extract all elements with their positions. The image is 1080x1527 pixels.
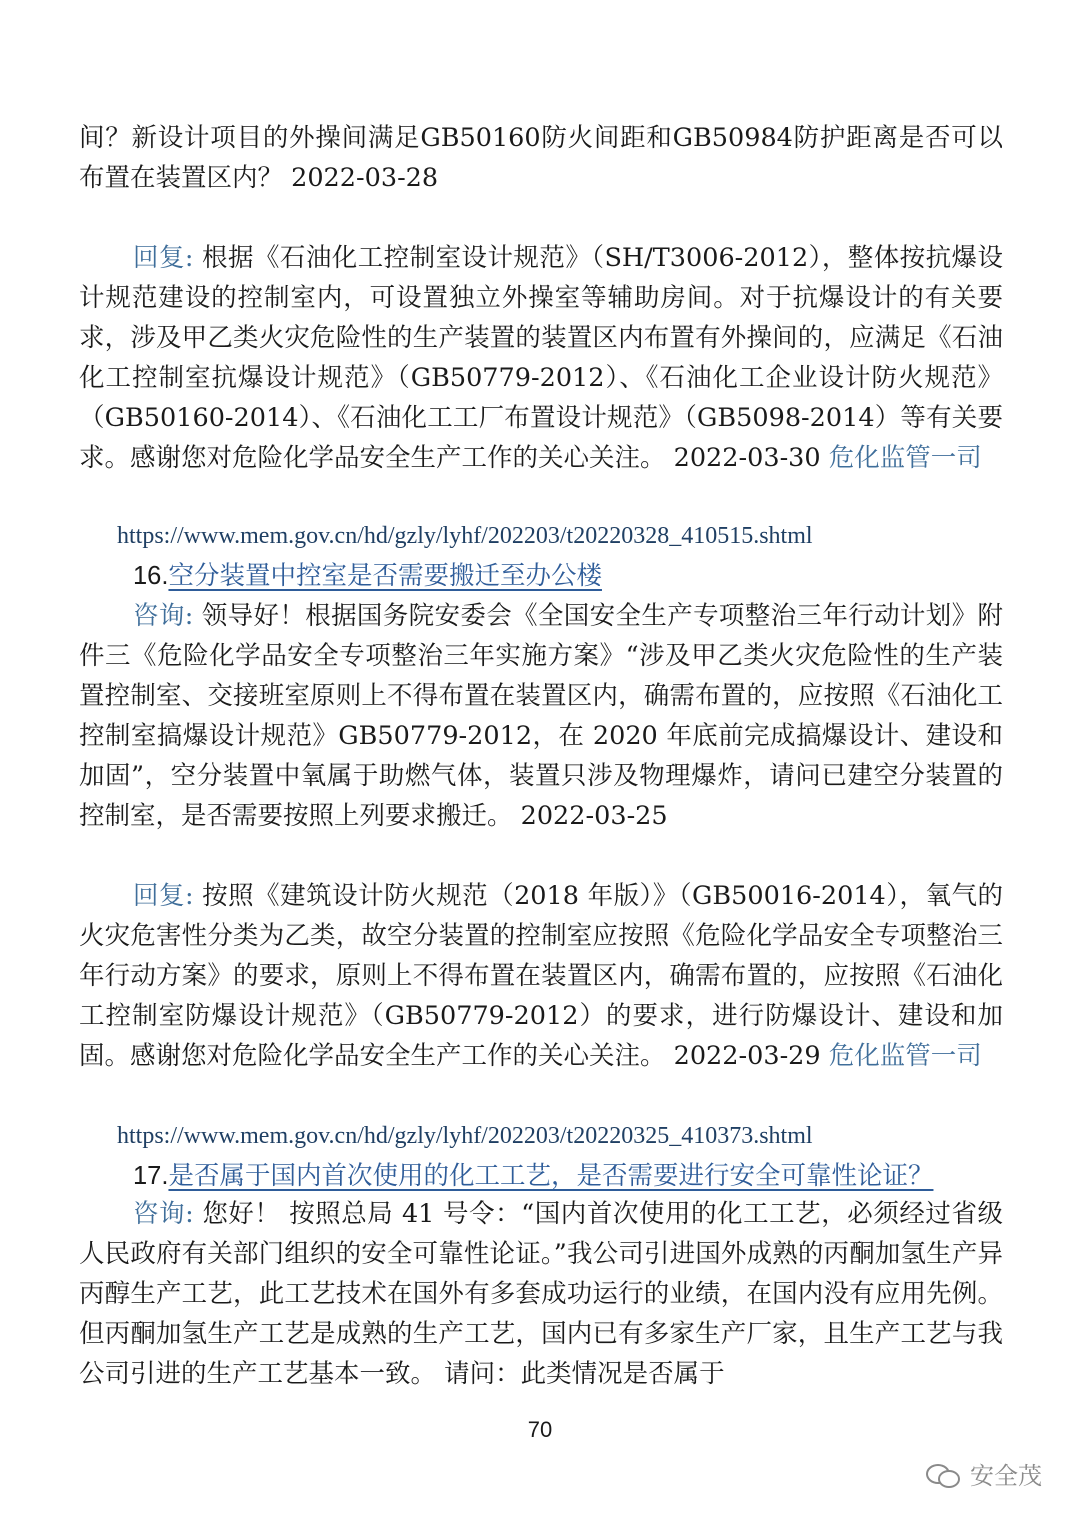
question-heading-16 [133,556,602,596]
question-continuation [79,118,1003,198]
inquiry-paragraph [79,596,1003,836]
page-number: 70 [527,1417,553,1442]
question-text: 间？新设计项目的外操间满足GB50160防火间距和GB50984防护距离是否可以布置在装置区内？ 2022-03-28 [79,123,1003,193]
inquiry-label: 咨询: [133,1199,194,1229]
watermark-text: 安全茂 [970,1462,1042,1490]
reply-paragraph [79,238,1003,478]
reply-text: 按照《建筑设计防火规范（2018 年版）》（GB50016-2014），氧气的火灾危害性分类为乙类，故空分装置的控制室应按照《危险化学品安全专项整治三年行动方案》的要求，原则上不得布置在装置区内，确需布置的，应按照《石油化工控制室防爆设计规范》（GB50779-2012）的要求，进行防爆设计、建设和加固。感谢您对危险化学品安全生产工作的关心关注。 2022-03-29 [79,881,1003,1071]
reply-label: 回复: [133,881,194,911]
reply-label: 回复: [133,243,194,273]
reply-text: 根据《石油化工控制室设计规范》（SH/T3006-2012），整体按抗爆设计规范建设的控制室内，可设置独立外操室等辅助房间。对于抗爆设计的有关要求，涉及甲乙类火灾危险性的生产装置的装置区内布置有外操间的，应满足《石油化工控制室抗爆设计规范》（GB50779-2012）、《石油化工企业设计防火规范》（GB50160-2014）、《石油化工工厂布置设计规范》（GB5098-2014）等有关要求。感谢您对危险化学品安全生产工作的关心关注。 2022-03-30 [79,243,1004,473]
heading-number: 16. [133,562,169,590]
heading-link[interactable]: 是否属于国内首次使用的化工工艺，是否需要进行安全可靠性论证？ [168,1161,934,1191]
source-url[interactable]: https://www.mem.gov.cn/hd/gzly/lyhf/202203/t20220325_410373.shtml [117,1123,813,1149]
heading-number: 17. [133,1162,169,1190]
watermark [926,1456,1042,1491]
inquiry-text: 领导好！根据国务院安委会《全国安全生产专项整治三年行动计划》附件三《危险化学品安全专项整治三年实施方案》“涉及甲乙类火灾危险性的生产装置控制室、交接班室原则上不得布置在装置区内，确需布置的，应按照《石油化工控制室搞爆设计规范》GB50779-2012，在 2020 年底前完成搞爆设计、建设和加固”，空分装置中氧属于助燃气体，装置只涉及物理爆炸，请问已建空分装置的控制室，是否需要按照上列要求搬迁。 2022-03-25 [79,601,1004,831]
reply-paragraph [79,876,1003,1076]
inquiry-text: 您好！ 按照总局 41 号令：“国内首次使用的化工工艺，必须经过省级人民政府有关部门组织的安全可靠性论证。”我公司引进国外成熟的丙酮加氢生产异丙醇生产工艺，此工艺技术在国外有多套成功运行的业绩，在国内没有应用先例。但丙酮加氢生产工艺是成熟的生产工艺，国内已有多家生产厂家，且生产工艺与我公司引进的生产工艺基本一致。 请问：此类情况是否属于 [79,1199,1003,1389]
wechat-icon [926,1460,960,1488]
reply-signature: 危化监管一司 [828,1041,982,1071]
inquiry-label: 咨询: [133,601,194,631]
source-url[interactable]: https://www.mem.gov.cn/hd/gzly/lyhf/202203/t20220328_410515.shtml [117,523,813,549]
heading-link[interactable]: 空分装置中控室是否需要搬迁至办公楼 [168,561,602,591]
reply-signature: 危化监管一司 [828,443,982,473]
question-heading-17 [133,1156,933,1196]
inquiry-paragraph [79,1194,1003,1394]
